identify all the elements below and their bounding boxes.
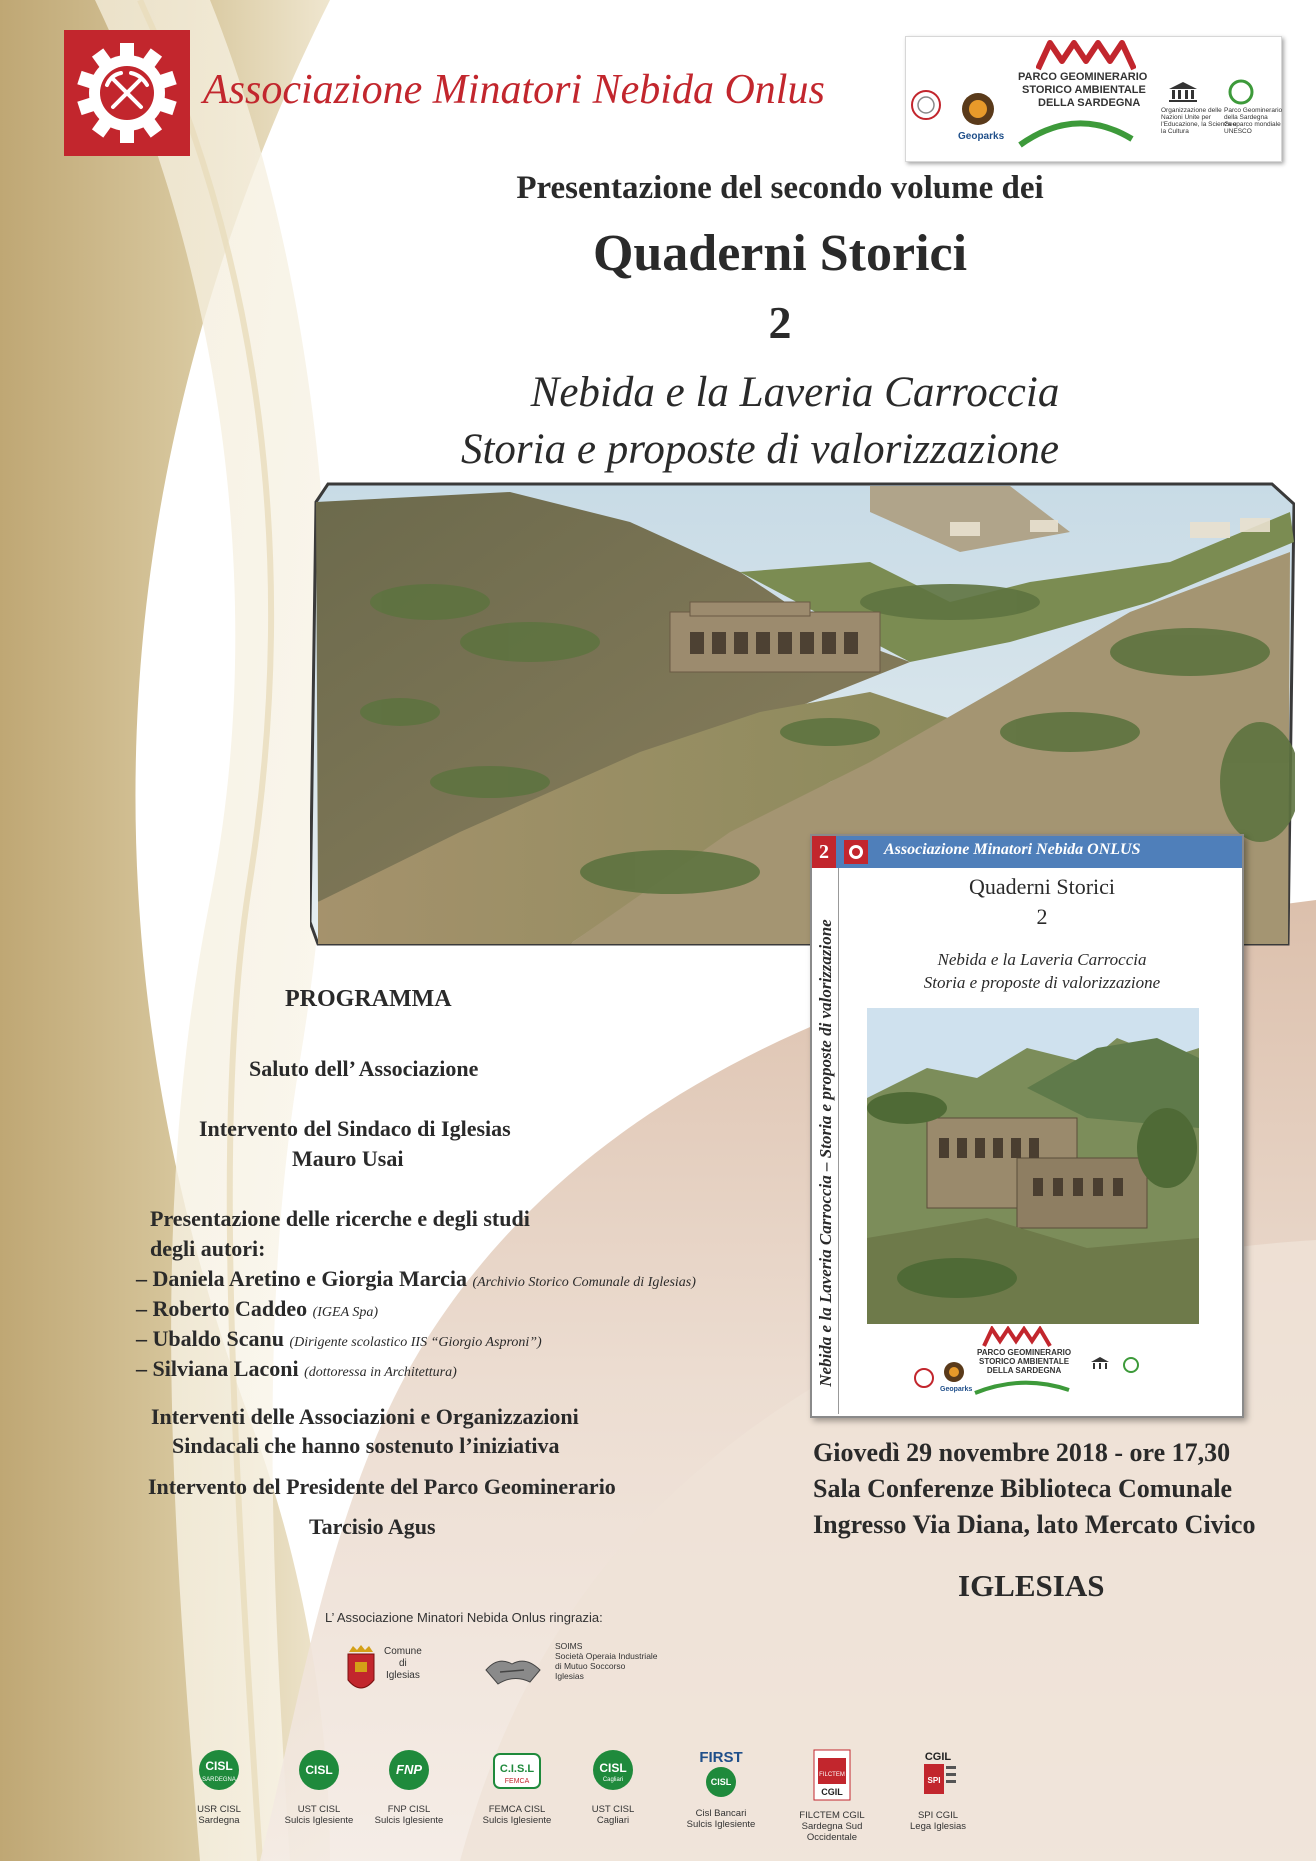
soims-text: SOIMS Società Operaia Industriale di Mutuo Soccorso Iglesias: [555, 1641, 658, 1681]
program-associations-line1: Interventi delle Associazioni e Organizzazioni: [151, 1404, 579, 1429]
program-author-2: – Roberto Caddeo (IGEA Spa): [136, 1296, 379, 1321]
program-heading: PROGRAMMA: [285, 986, 452, 1012]
book-cover-title: Quaderni Storici: [968, 874, 1116, 899]
series-title: Quaderni Storici: [592, 225, 968, 282]
book-cover-number: 2: [1036, 904, 1048, 929]
first-cisl-logo-icon: [696, 1748, 746, 1800]
parco-m-mark-icon: [1036, 39, 1136, 71]
program-research-line2: degli autori:: [150, 1236, 266, 1261]
svg-text:CISL: CISL: [599, 1761, 627, 1775]
book-spine: [812, 868, 839, 1414]
book-parco-logo-text: PARCO GEOMINERARIO STORICO AMBIENTALE DELLA SARDEGNA: [977, 1348, 1072, 1375]
unesco-icon: [1168, 81, 1198, 103]
program-greeting: Saluto dell’ Associazione: [249, 1056, 479, 1081]
book-parco-swoosh-icon: [972, 1376, 1072, 1396]
program-mayor-line1: Intervento del Sindaco di Iglesias: [199, 1116, 511, 1141]
thanks-text: L’ Associazione Minatori Nebida Onlus ringrazia:: [325, 1610, 603, 1625]
program-president-name: Tarcisio Agus: [309, 1514, 436, 1539]
book-cover-band: [812, 836, 1242, 868]
program-author-4: – Silviana Laconi (dottoressa in Architettura): [136, 1356, 457, 1381]
svg-text:SARDEGNA: SARDEGNA: [202, 1777, 236, 1783]
comune-iglesias-crest-icon: [345, 1644, 377, 1696]
union-ust-cisl-cagliari: CISL Cagliari UST CISL Cagliari: [568, 1748, 658, 1826]
geoparks-icon: [958, 89, 998, 129]
parco-line1: PARCO GEOMINERARIO: [1018, 71, 1148, 83]
subtitle-line1: Nebida e la Laveria Carroccia: [530, 369, 1060, 416]
cisl-cagliari-logo-icon: [591, 1748, 635, 1796]
book-parco-unesco-leaf-icon: [1122, 1356, 1140, 1374]
svg-text:CISL: CISL: [305, 1763, 333, 1777]
book-geoparks-icon: [942, 1360, 966, 1384]
book-association-logo-icon: [844, 840, 868, 864]
comune-iglesias-text: Comune di Iglesias: [384, 1646, 422, 1681]
svg-text:CISL: CISL: [710, 1777, 732, 1787]
book-cover-association: Associazione Minatori Nebida ONLUS: [884, 841, 1141, 858]
union-filctem-cgil: FILCTEM CGIL FILCTEM CGIL Sardegna Sud Occidentale: [787, 1748, 877, 1843]
svg-text:CGIL: CGIL: [821, 1787, 843, 1797]
program-author-3: – Ubaldo Scanu (Dirigente scolastico IIS “Giorgio Asproni”): [136, 1326, 542, 1351]
volume-number: 2: [768, 297, 792, 348]
book-global-network-icon: [912, 1366, 936, 1390]
book-parco-m-mark-icon: [982, 1326, 1052, 1348]
union-femca-cisl: C.I.S.L FEMCA FEMCA CISL Sulcis Iglesiente: [472, 1748, 562, 1826]
fnp-logo-icon: [387, 1748, 431, 1796]
parco-line2: STORICO AMBIENTALE: [1022, 84, 1146, 96]
svg-text:Cagliari: Cagliari: [602, 1777, 624, 1783]
book-cover-number-badge: 2: [812, 836, 836, 868]
event-venue: Sala Conferenze Biblioteca Comunale: [813, 1474, 1233, 1503]
union-ust-cisl-sulcis: CISL UST CISL Sulcis Iglesiente: [274, 1748, 364, 1826]
svg-text:FIRST: FIRST: [699, 1749, 743, 1766]
book-spine-text: Nebida e la Laveria Carroccia – Storia e proposte di valorizzazione: [816, 919, 835, 1387]
book-geoparks-label: Geoparks: [940, 1386, 973, 1393]
program-mayor-line2: Mauro Usai: [292, 1146, 404, 1171]
presentation-heading: Presentazione del secondo volume dei: [516, 170, 1044, 206]
association-logo: [64, 30, 190, 156]
cisl-sardegna-logo-icon: [197, 1748, 241, 1796]
parco-unesco-leaf-icon: [1228, 79, 1254, 105]
event-city: IGLESIAS: [958, 1568, 1105, 1603]
program-associations-line2: Sindacali che hanno sostenuto l’iniziativa: [172, 1433, 560, 1458]
svg-text:C.I.S.L: C.I.S.L: [499, 1763, 535, 1775]
svg-text:SPI: SPI: [927, 1776, 941, 1785]
geoparks-label: Geoparks: [958, 131, 1005, 142]
filctem-cgil-logo-icon: [810, 1748, 854, 1802]
subtitle-line2: Storia e proposte di valorizzazione: [460, 426, 1059, 473]
program-president: Intervento del Presidente del Parco Geominerario: [148, 1474, 616, 1499]
union-first-cisl: FIRST CISL Cisl Bancari Sulcis Iglesiente: [686, 1749, 756, 1830]
femca-logo-icon: [492, 1748, 542, 1796]
cisl-logo-icon: [297, 1748, 341, 1796]
parco-geominerario-logo: [905, 36, 1282, 162]
svg-text:FNP: FNP: [396, 1762, 422, 1777]
book-cover-subtitle-line2: Storia e proposte di valorizzazione: [923, 973, 1161, 992]
svg-text:FEMCA: FEMCA: [504, 1778, 530, 1785]
union-spi-cgil: CGIL SPI SPI CGIL Lega Iglesias: [893, 1748, 983, 1832]
book-cover-subtitle-line1: Nebida e la Laveria Carroccia: [937, 950, 1147, 969]
unesco-text: Organizzazione delle Nazioni Unite per l'Educazione, la Scienza e la Cultura: [1161, 107, 1237, 135]
svg-text:CGIL: CGIL: [924, 1751, 952, 1763]
spi-cgil-logo-icon: [916, 1748, 960, 1802]
parco-line3: DELLA SARDEGNA: [1038, 97, 1141, 109]
association-title: Associazione Minatori Nebida Onlus: [203, 67, 825, 113]
global-network-icon: [906, 85, 946, 125]
svg-text:FILCTEM: FILCTEM: [819, 1772, 845, 1778]
union-usr-cisl-sardegna: CISL SARDEGNA USR CISL Sardegna: [174, 1748, 264, 1826]
book-cover-photo: [867, 1008, 1199, 1324]
event-entrance: Ingresso Via Diana, lato Mercato Civico: [813, 1510, 1256, 1539]
union-fnp-cisl: FNP FNP CISL Sulcis Iglesiente: [364, 1748, 454, 1826]
soims-handshake-icon: [484, 1644, 542, 1692]
program-research-line1: Presentazione delle ricerche e degli studi: [150, 1206, 530, 1231]
svg-text:CISL: CISL: [205, 1759, 233, 1773]
book-unesco-icon: [1090, 1356, 1110, 1372]
parco-swoosh-icon: [1016, 111, 1136, 151]
parco-unesco-text: Parco Geominerario della Sardegna Geoparco mondiale UNESCO: [1224, 107, 1283, 135]
book-cover: [810, 834, 1244, 1418]
event-date: Giovedì 29 novembre 2018 - ore 17,30: [813, 1438, 1231, 1467]
program-author-1: – Daniela Aretino e Giorgia Marcia (Archivio Storico Comunale di Iglesias): [136, 1266, 696, 1291]
